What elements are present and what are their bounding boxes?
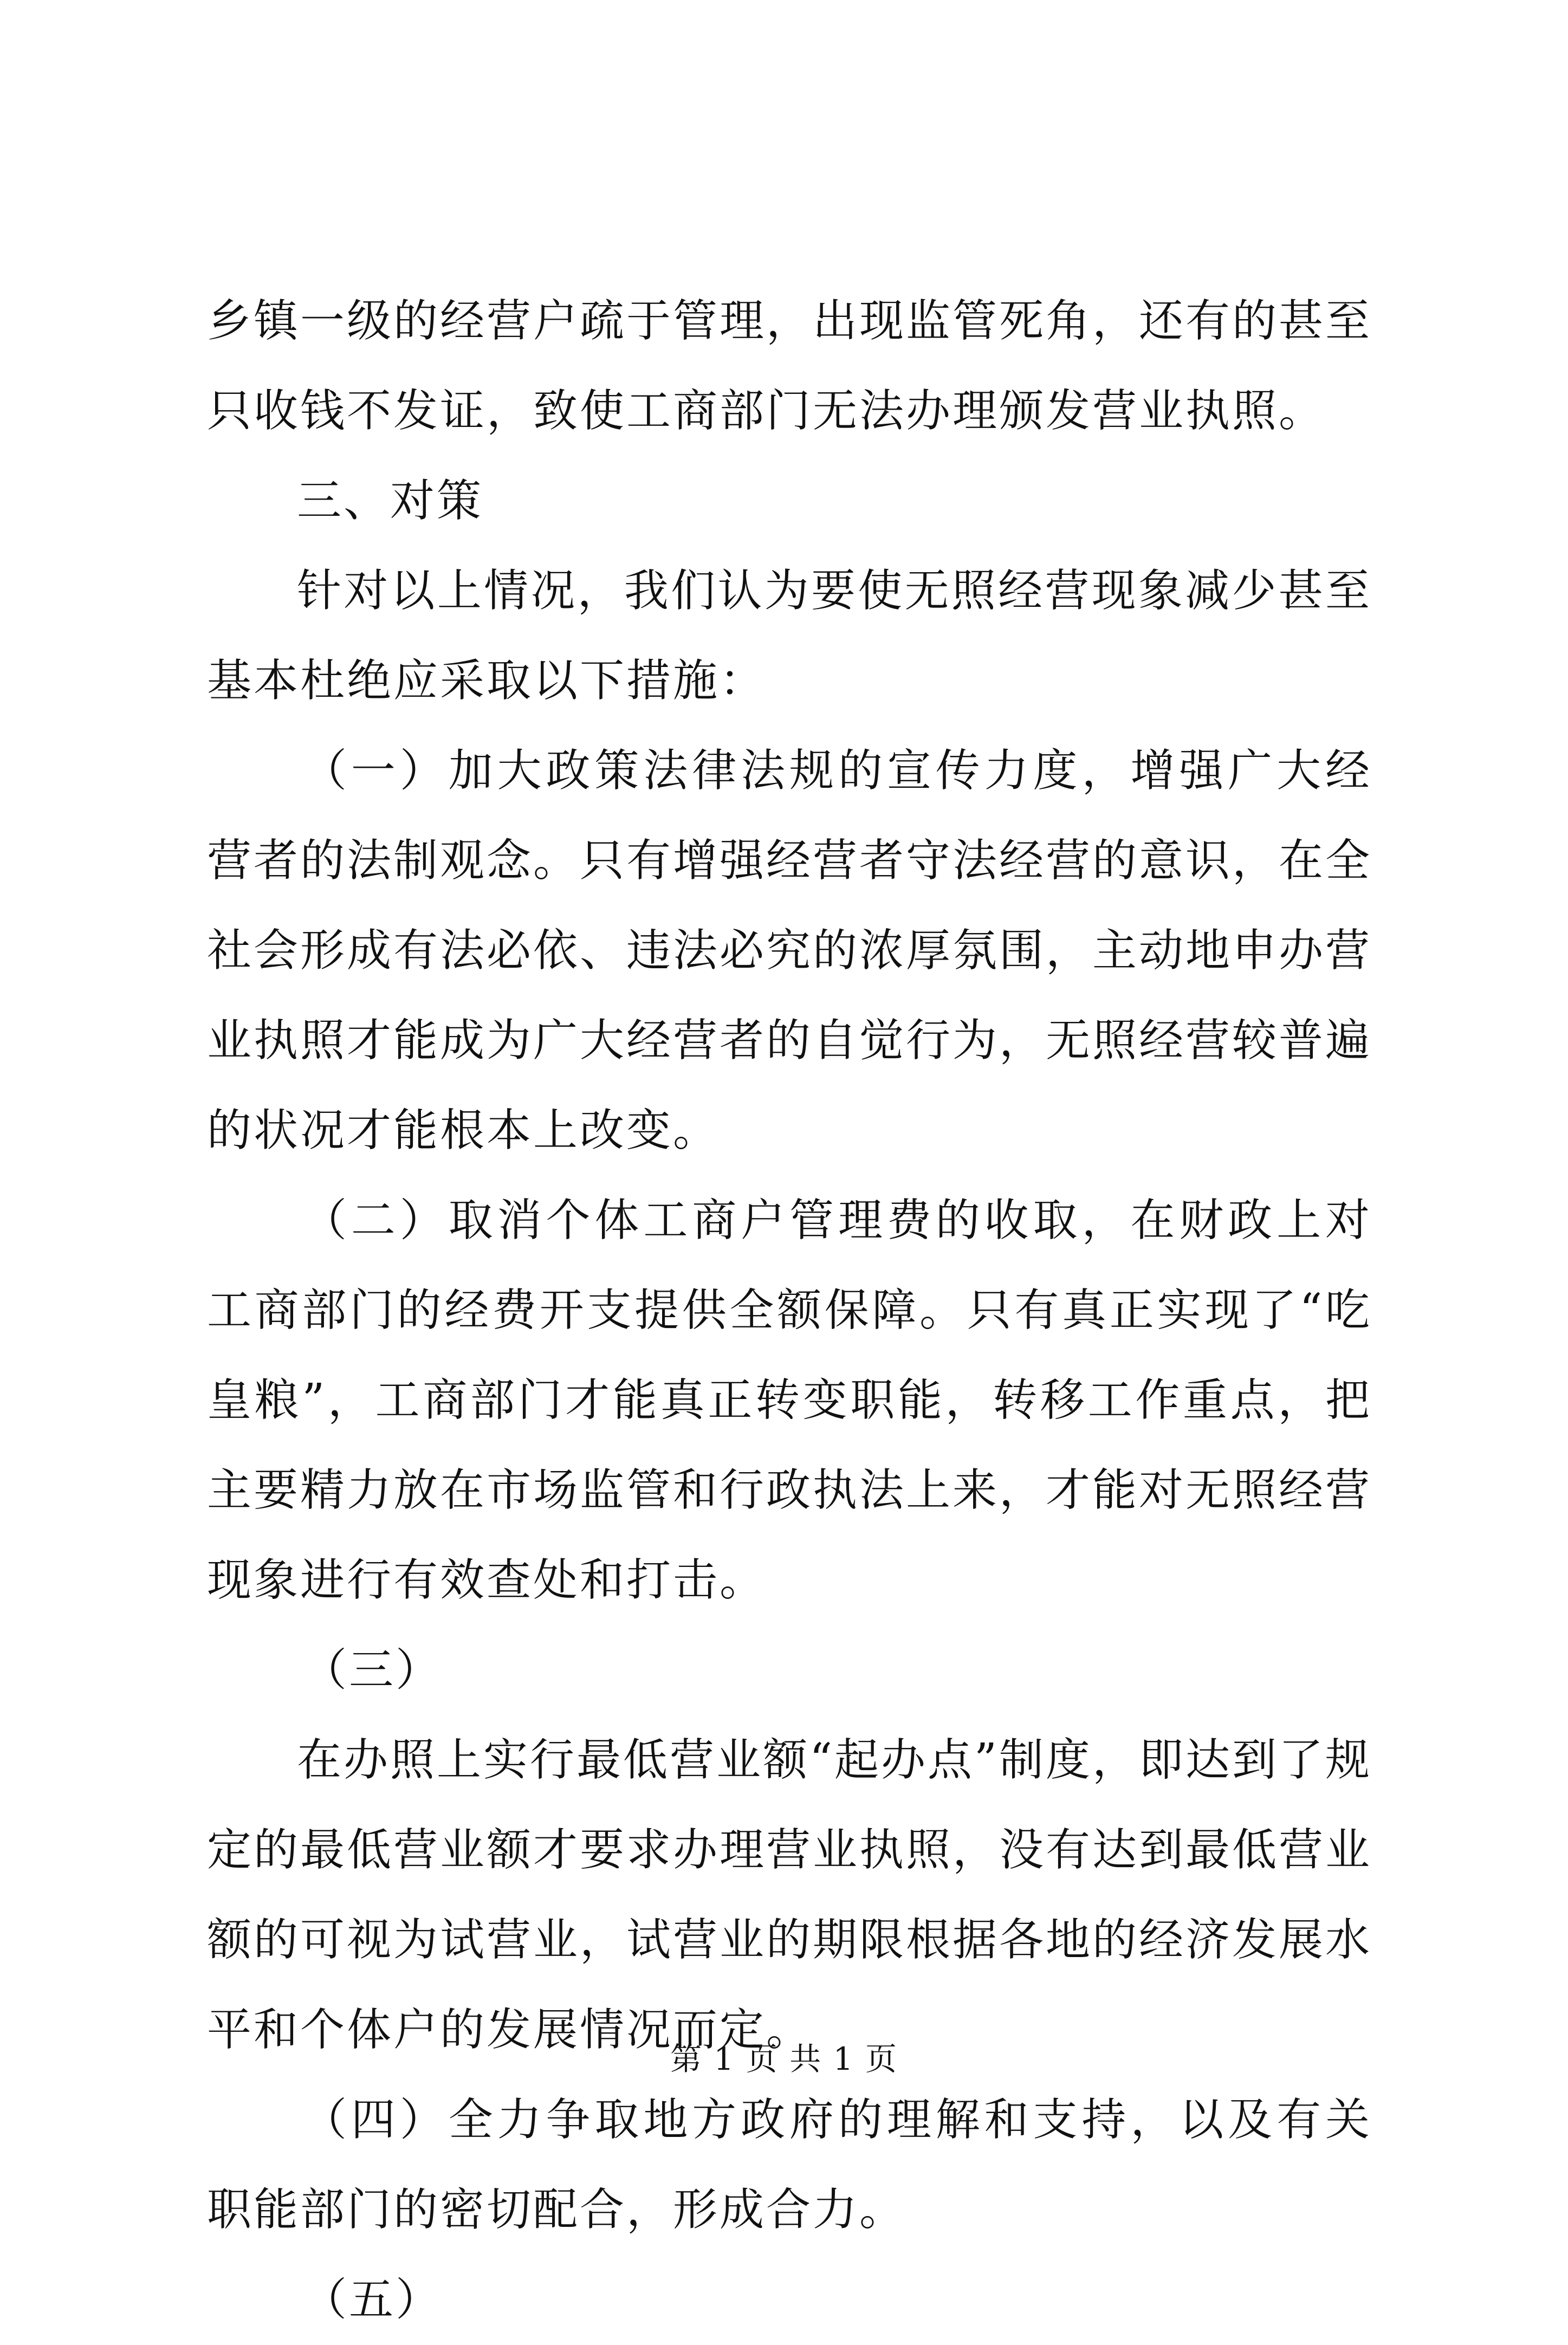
paragraph-item-3: 在办照上实行最低营业额“起办点”制度，即达到了规定的最低营业额才要求办理营业执照，没有达到最低营业额的可视为试营业，试营业的期限根据各地的经济发展水平和个体户的发展情况而定。	[207, 1734, 1372, 2056]
paragraph-item-5-label: （五）	[302, 2274, 443, 2325]
paragraph-intro: 针对以上情况，我们认为要使无照经营现象减少甚至基本杜绝应采取以下措施：	[207, 565, 1372, 707]
body-text	[207, 276, 1372, 2345]
paragraph-continuation: 乡镇一级的经营户疏于管理，出现监管死角，还有的甚至只收钱不发证，致使工商部门无法办理颁发营业执照。	[207, 295, 1372, 437]
paragraph-item-1: （一）加大政策法律法规的宣传力度，增强广大经营者的法制观念。只有增强经营者守法经营的意识，在全社会形成有法必依、违法必究的浓厚氛围，主动地申办营业执照才能成为广大经营者的自觉行为，无照经营较普遍的状况才能根本上改变。	[207, 745, 1372, 1156]
paragraph-item-3-label: （三）	[302, 1644, 443, 1696]
paragraph-item-2: （二）取消个体工商户管理费的收取，在财政上对工商部门的经费开支提供全额保障。只有真正实现了“吃皇粮”，工商部门才能真正转变职能，转移工作重点，把主要精力放在市场监管和行政执法上来，才能对无照经营现象进行有效查处和打击。	[207, 1195, 1372, 1606]
page-footer: 第 1 页 共 1 页	[670, 2040, 898, 2077]
paragraph-item-4: （四）全力争取地方政府的理解和支持，以及有关职能部门的密切配合，形成合力。	[207, 2094, 1372, 2236]
section-heading-countermeasures: 三、对策	[297, 475, 484, 527]
